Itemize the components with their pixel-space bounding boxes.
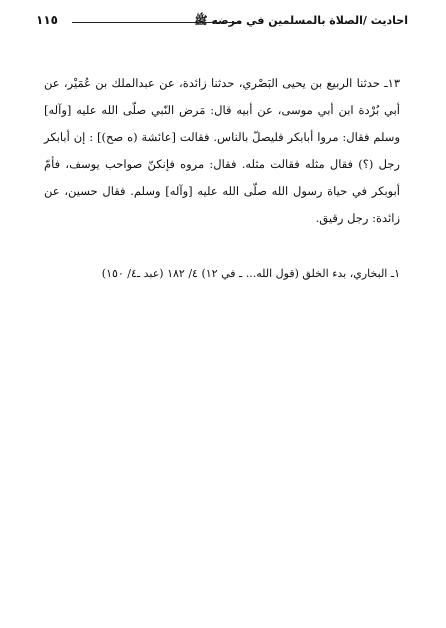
hadith-body bbox=[44, 70, 400, 232]
footnote bbox=[44, 264, 400, 284]
footnote-text: ١ـ البخاري، بدء الخلق (قول الله... ـ في ١٢) ٤/ ١٨٢ (عبد ـ٤/ ١٥٠) bbox=[101, 267, 400, 280]
page-number: ١١٥ bbox=[36, 13, 58, 27]
running-head-title: احاديث /الصلاة بالمسلمين في مرضه ﷺ bbox=[194, 14, 408, 27]
hadith-paragraph: ١٣ـ حدثنا الربيع بن يحيى البَصْري، حدثنا زائدة، عن عبدالملك بن عُمَيْر، عن أبي بُرْدة ابن أبي موسى، عن أبيه قال: مَرض النّبي صلّى الله عليه [وآله] وسلم فقال: مروا أبابكر فليصلّ بالناس. فقالت [عائشة (ه صح)] : إن أبابكر رجل (؟) فقال مثله فقالت مثله. فقال: مروه فإنكنّ صواحب يوسف، فأمّ أبوبكر في حياة رسول الله صلّى الله عليه [وآله] وسلم. فقال حسين، عن زائدة: رجل رقيق. bbox=[44, 76, 400, 225]
running-head-rule bbox=[72, 22, 240, 23]
running-head bbox=[36, 12, 408, 32]
